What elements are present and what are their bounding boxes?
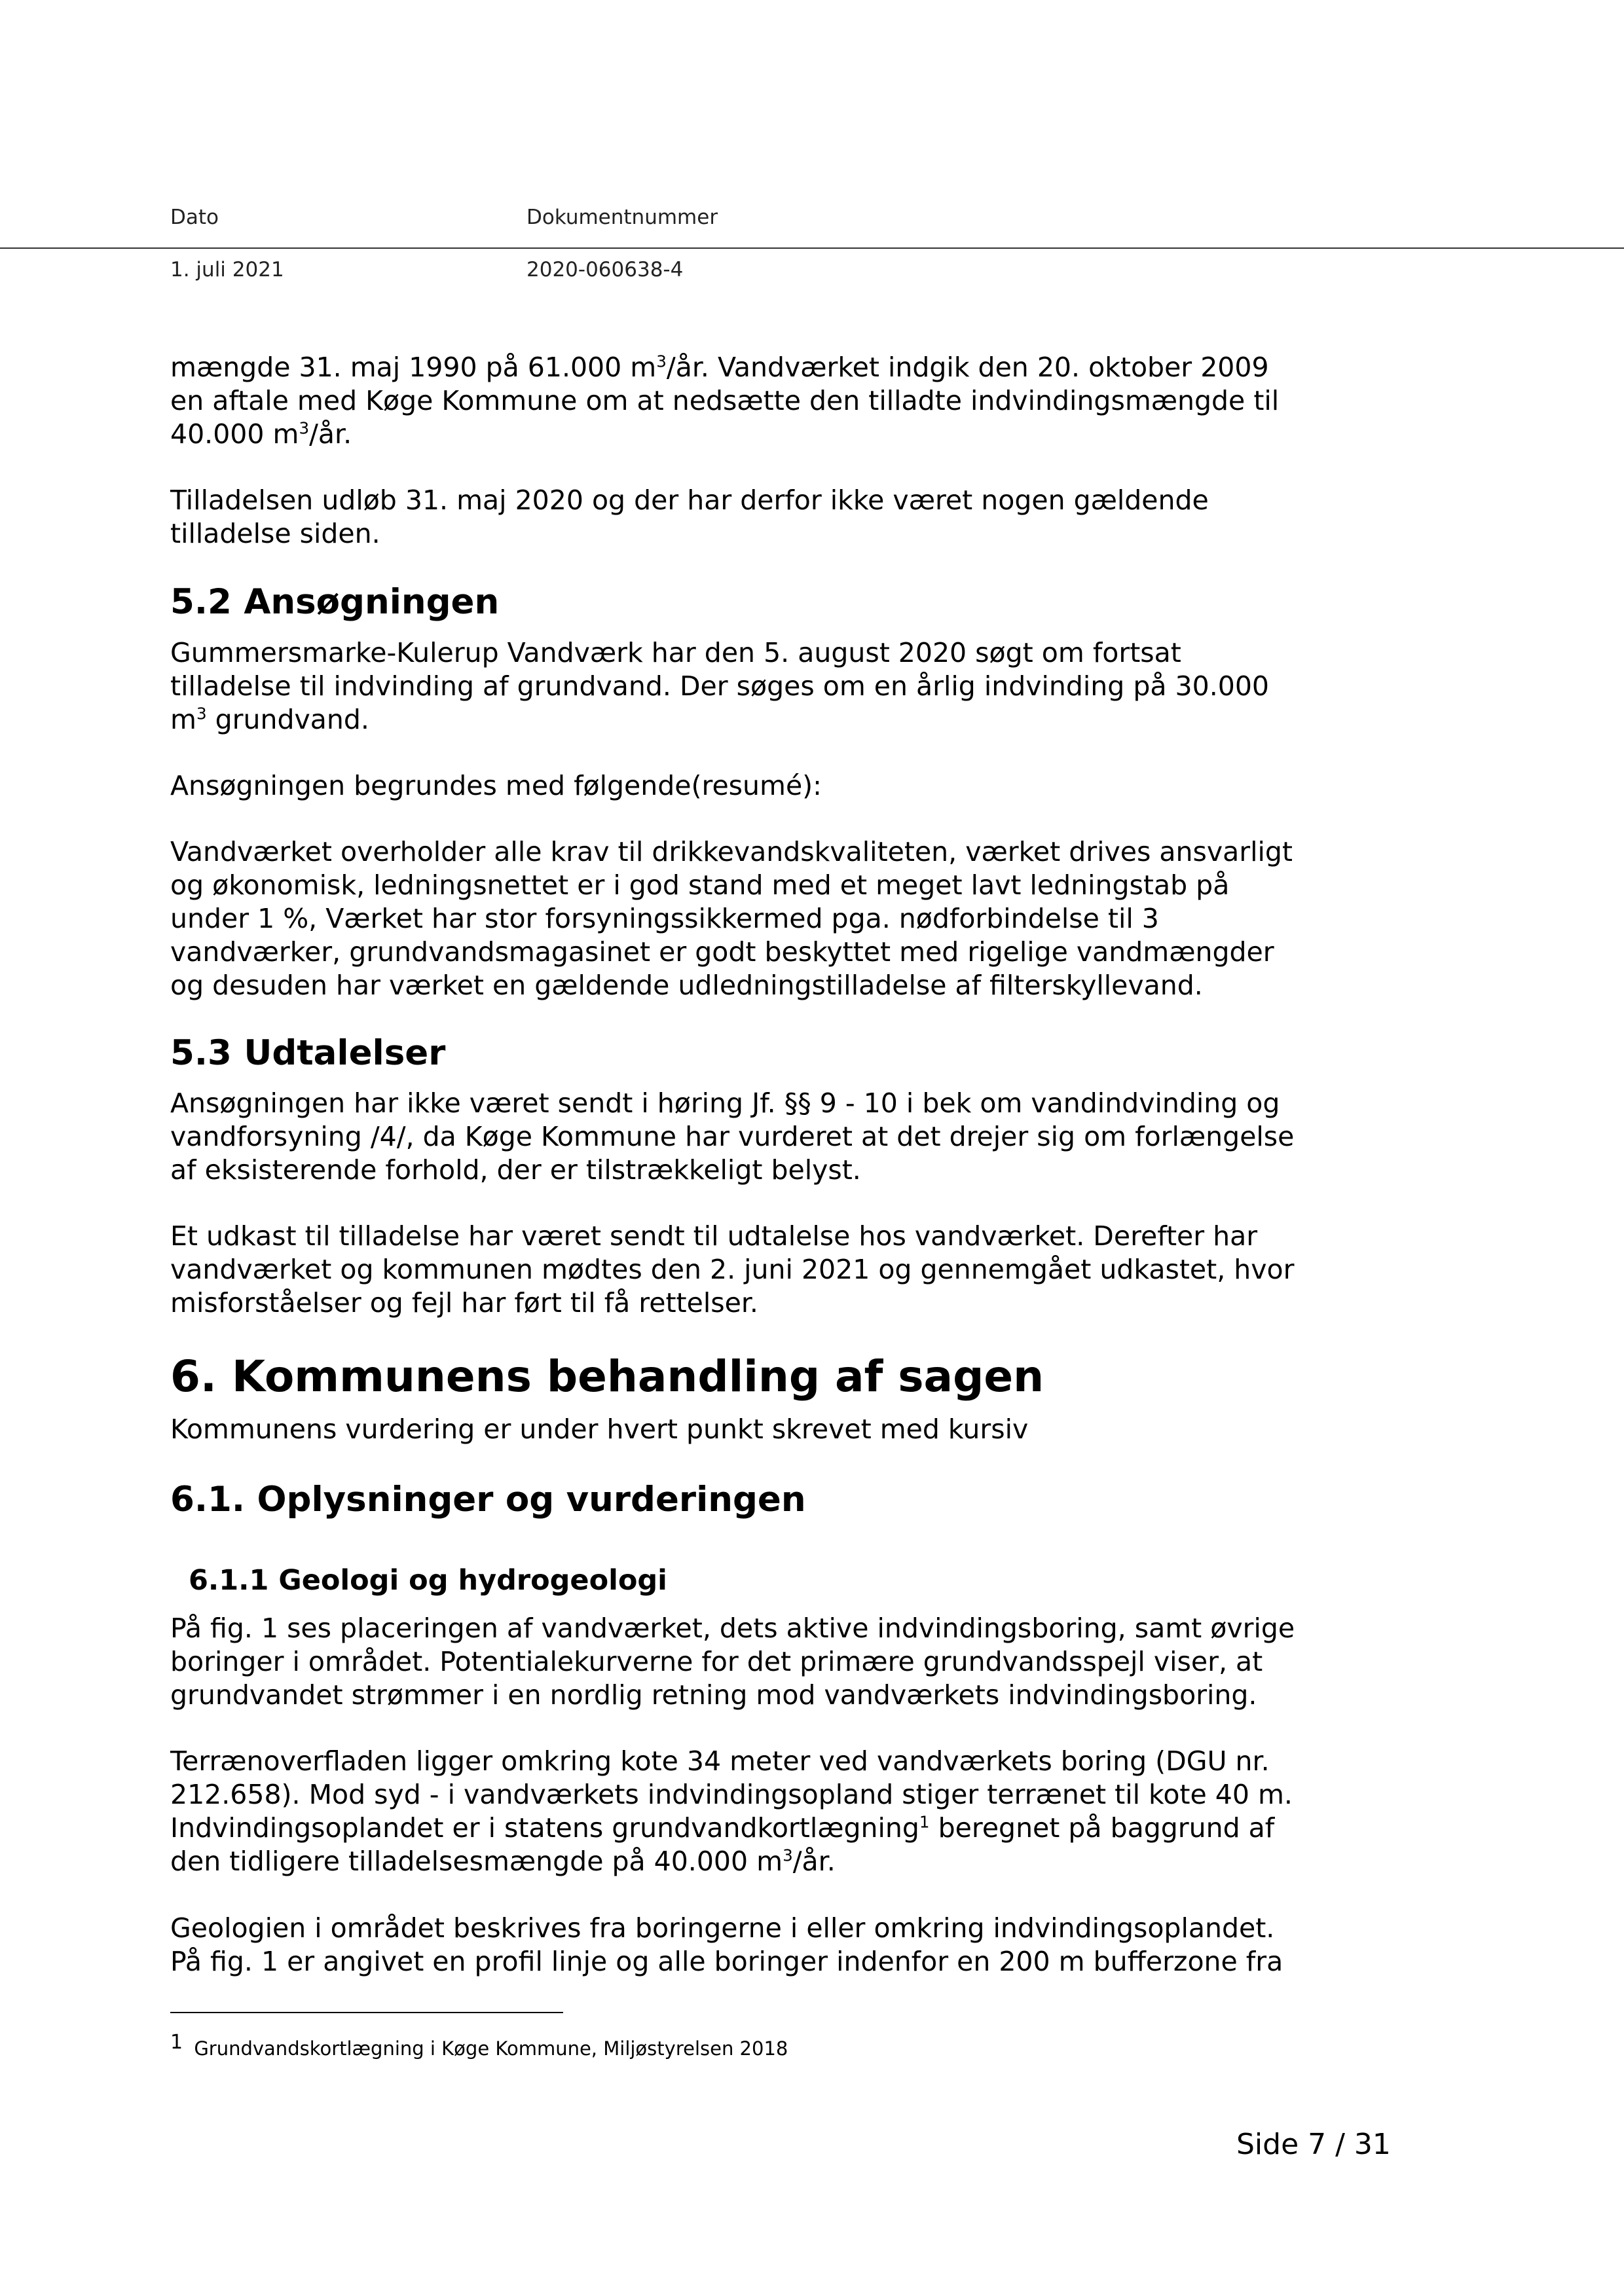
paragraph-summary: Vandværket overholder alle krav til drikkevandskvaliteten, værket drives ansvarligt og økonomisk, ledningsnettet er i god stand med et meget lavt ledningstab på under 1 %, Værket har stor forsyningssikkermed pga. nødforbindelse til 3 vandværker, grundvandsmagasinet er godt beskyttet med rigelige vandmængder og desuden har værket en gældende udledningstilladelse af filterskyllevand. — [170, 836, 1293, 1001]
date-label: Dato — [170, 206, 219, 229]
footnote-text: Grundvandskortlægning i Køge Kommune, Miljøstyrelsen 2018 — [194, 2037, 788, 2060]
paragraph-draft: Et udkast til tilladelse har været sendt til udtalelse hos vandværket. Derefter har vandværket og kommunen mødtes den 2. juni 2021 og gennemgået udkastet, hvor misforståelser og fejl har ført til få rettelser. — [170, 1220, 1295, 1319]
paragraph-previous-permit: mængde 31. maj 1990 på 61.000 $m^3/år$. Vandværket indgik den 20. oktober 2009 en aftale med Køge Kommune om at nedsætte den tilladte indvindingsmængde til 40.000 $m^3/år$. — [170, 352, 1280, 450]
footnote — [170, 2031, 788, 2060]
paragraph-terrain: Terrænoverfladen ligger omkring kote 34 meter ved vandværkets boring (DGU nr. 212.658). Mod syd - i vandværkets indvindingsopland stiger terrænet til kote 40 m. Indvindingsoplandet er i statens grundvandkortlægning$^1$ beregnet på baggrund af den tidligere tilladelsesmængde på 40.000 $m^3/år$. — [170, 1745, 1293, 1877]
footnote-marker: 1 — [170, 2031, 183, 2054]
page-number: Side 7 / 31 — [1236, 2128, 1391, 2161]
footnote-divider — [170, 2012, 563, 2013]
heading-6: 6. Kommunens behandling af sagen — [170, 1351, 1044, 1402]
heading-5-3: 5.3 Udtalelser — [170, 1033, 446, 1073]
paragraph-hearing: Ansøgningen har ikke været sendt i høring Jf. §§ 9 - 10 i bek om vandindvinding og vandforsyning /4/, da Køge Kommune har vurderet at det drejer sig om forlængelse af eksisterende forhold, der er tilstrækkeligt belyst. — [170, 1087, 1295, 1186]
paragraph-assessment-note: Kommunens vurdering er under hvert punkt skrevet med kursiv — [170, 1413, 1029, 1445]
heading-5-2: 5.2 Ansøgningen — [170, 582, 500, 622]
date-value: 1. juli 2021 — [170, 258, 284, 282]
paragraph-geology: Geologien i området beskrives fra boringerne i eller omkring indvindingsoplandet. På fig. 1 er angivet en profil linje og alle boringer indenfor en 200 m bufferzone fra — [170, 1912, 1283, 1977]
heading-6-1: 6.1. Oplysninger og vurderingen — [170, 1480, 806, 1520]
document-number-value: 2020-060638-4 — [526, 258, 684, 282]
paragraph-application-reasons: Ansøgningen begrundes med følgende(resumé): — [170, 770, 822, 801]
paragraph-permit-expired: Tilladelsen udløb 31. maj 2020 og der har derfor ikke været nogen gældende tilladelse siden. — [170, 484, 1209, 549]
paragraph-fig1: På fig. 1 ses placeringen af vandværket, dets aktive indvindingsboring, samt øvrige boringer i området. Potentialekurverne for det primære grundvandsspejl viser, at grundvandet strømmer i en nordlig retning mod vandværkets indvindingsboring. — [170, 1613, 1295, 1711]
paragraph-application: Gummersmarke-Kulerup Vandværk har den 5. august 2020 søgt om fortsat tilladelse til indvinding af grundvand. Der søges om en årlig indvinding på 30.000 $m^3$ grundvand. — [170, 637, 1269, 735]
heading-6-1-1: 6.1.1 Geologi og hydrogeologi — [189, 1564, 667, 1597]
header-divider — [0, 247, 1624, 249]
document-number-label: Dokumentnummer — [526, 206, 718, 229]
